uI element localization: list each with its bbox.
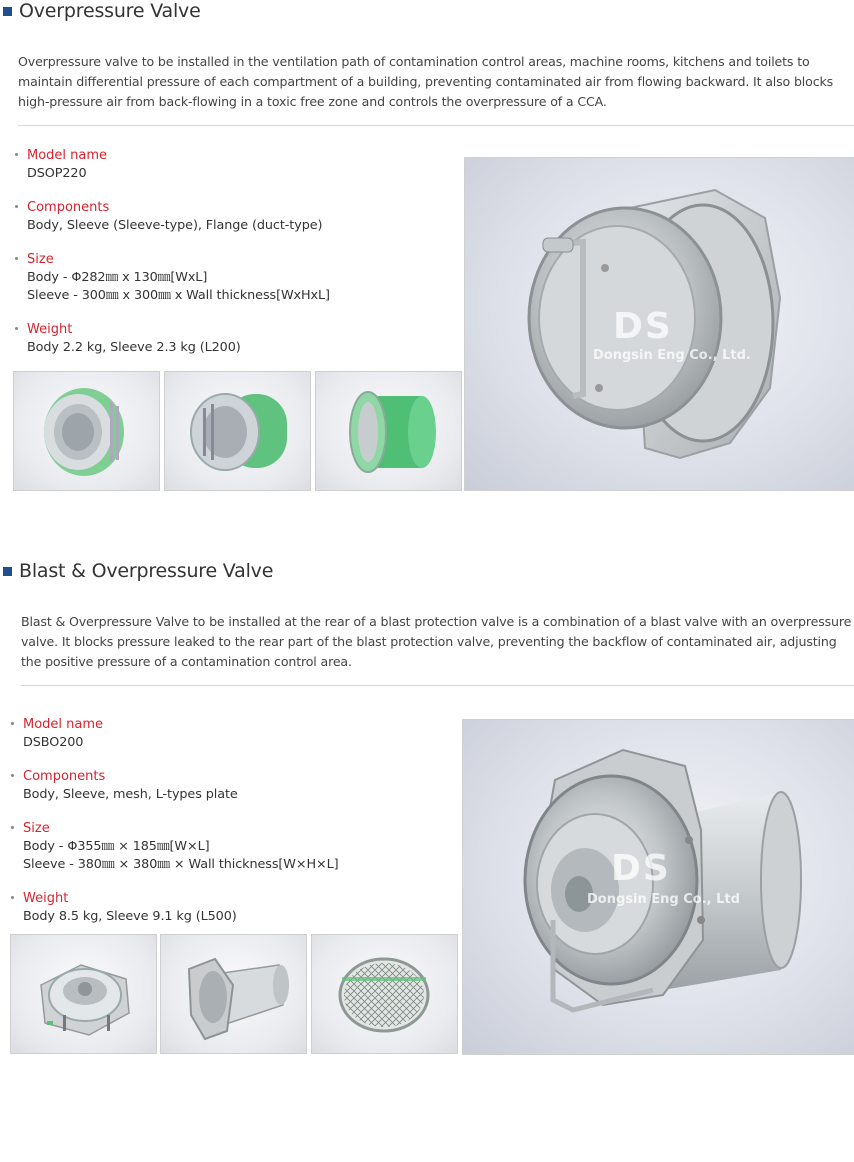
section-title-text: Overpressure Valve: [19, 0, 201, 22]
spec-value: Sleeve - 380㎜ × 380㎜ × Wall thickness[W×H×L]: [23, 857, 339, 872]
spec-value: Sleeve - 300㎜ x 300㎜ x Wall thickness[WxHxL]: [27, 288, 330, 303]
watermark-text: Dongsin Eng Co., Ltd: [587, 892, 740, 907]
section-title-text: Blast & Overpressure Valve: [19, 560, 274, 582]
spec-label: Size: [23, 821, 50, 836]
spec-list: [9, 716, 449, 942]
spec-label: Weight: [23, 891, 69, 906]
title-square-icon: [3, 7, 12, 16]
watermark-logo: DS: [613, 306, 673, 347]
spec-list: [13, 147, 453, 373]
spec-size: [13, 251, 453, 305]
blast-overpressure-valve-section: [0, 560, 854, 1080]
bullet-icon: [11, 896, 14, 899]
spec-weight: [9, 890, 449, 926]
bullet-icon: [15, 257, 18, 260]
valve-thumbnail-image: [165, 372, 310, 490]
bullet-icon: [15, 327, 18, 330]
product-thumbnail[interactable]: [10, 934, 157, 1054]
section-description: Blast & Overpressure Valve to be installed at the rear of a blast protection valve is a combination of a blast valve with an overpressure valve. It blocks pressure leaked to the rear part of the blast protection valve, preventing the backflow of contaminated air, adjusting the positive pressure of a contamination control area.: [21, 614, 852, 669]
overpressure-valve-section: [0, 0, 854, 520]
product-thumbnail[interactable]: [315, 371, 462, 491]
section-title: [3, 0, 201, 22]
section-description: Overpressure valve to be installed in the ventilation path of contamination control areas, machine rooms, kitchens and toilets to maintain differential pressure of each compartment of a building, preventing contaminated air from flowing backward. It also blocks high-pressure air from back-flowing in a toxic free zone and controls the overpressure of a CCA.: [18, 54, 834, 109]
spec-label: Weight: [27, 322, 73, 337]
section-title: [3, 560, 273, 582]
spec-value: Body - Φ355㎜ × 185㎜[W×L]: [23, 839, 210, 854]
spec-value: Body 2.2 kg, Sleeve 2.3 kg (L200): [27, 340, 241, 355]
product-thumbnail[interactable]: [160, 934, 307, 1054]
spec-components: [9, 768, 449, 804]
spec-components: [13, 199, 453, 235]
spec-value: DSOP220: [27, 166, 87, 181]
spec-label: Components: [27, 200, 110, 215]
bullet-icon: [11, 722, 14, 725]
product-thumbnail[interactable]: [13, 371, 160, 491]
spec-value: Body 8.5 kg, Sleeve 9.1 kg (L500): [23, 909, 237, 924]
watermark-logo: DS: [611, 848, 671, 889]
valve-thumbnail-image: [11, 935, 156, 1053]
spec-weight: [13, 321, 453, 357]
bullet-icon: [11, 774, 14, 777]
spec-label: Model name: [27, 148, 108, 163]
spec-size: [9, 820, 449, 874]
spec-value: Body, Sleeve (Sleeve-type), Flange (duct-type): [27, 218, 323, 233]
spec-label: Components: [23, 769, 106, 784]
product-main-image: [462, 719, 854, 1055]
spec-label: Size: [27, 252, 54, 267]
watermark-text: Dongsin Eng Co., Ltd.: [593, 348, 751, 363]
bullet-icon: [15, 205, 18, 208]
bullet-icon: [15, 153, 18, 156]
spec-model: [9, 716, 449, 752]
bullet-icon: [11, 826, 14, 829]
product-main-image: [464, 157, 854, 491]
spec-value: Body, Sleeve, mesh, L-types plate: [23, 787, 238, 802]
spec-value: DSBO200: [23, 735, 84, 750]
divider: [18, 125, 854, 126]
title-square-icon: [3, 567, 12, 576]
spec-model: [13, 147, 453, 183]
valve-thumbnail-image: [316, 372, 461, 490]
product-thumbnail[interactable]: [164, 371, 311, 491]
divider: [21, 685, 854, 686]
mesh-thumbnail-image: [312, 935, 457, 1053]
valve-thumbnail-image: [14, 372, 159, 490]
valve-thumbnail-image: [161, 935, 306, 1053]
product-thumbnail[interactable]: [311, 934, 458, 1054]
spec-value: Body - Φ282㎜ x 130㎜[WxL]: [27, 270, 208, 285]
spec-label: Model name: [23, 717, 104, 732]
